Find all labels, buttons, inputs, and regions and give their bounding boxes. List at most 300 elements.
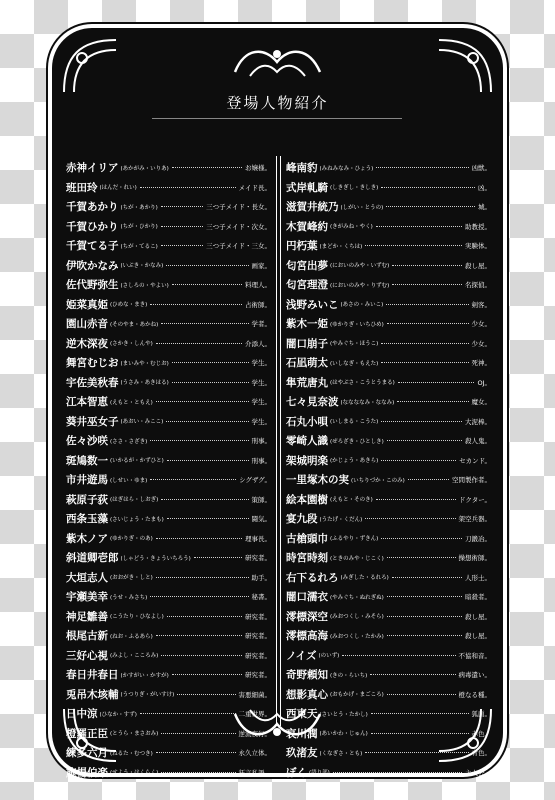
character-entry [286, 275, 491, 295]
leader-dots [392, 265, 462, 266]
leader-dots [172, 674, 242, 675]
leader-dots [194, 557, 242, 558]
character-name: 大垣志人 [66, 571, 108, 584]
character-role: シグザグ。 [239, 476, 271, 485]
character-name: 園山赤音 [66, 318, 108, 331]
leader-dots [365, 518, 455, 519]
character-name: 石丸小唄 [286, 415, 328, 428]
leader-dots [161, 655, 242, 656]
leader-dots [387, 596, 462, 597]
character-reading: (みぎした・るれろ) [340, 575, 389, 582]
character-entry [286, 431, 491, 451]
leader-dots [167, 518, 249, 519]
character-entry [286, 490, 491, 510]
character-role: 城。 [478, 203, 491, 212]
character-name: 姫菜真姫 [66, 298, 108, 311]
character-role: 大泥棒。 [465, 417, 491, 426]
character-role: 学生。 [251, 359, 271, 368]
character-role: OJ。 [477, 378, 491, 387]
character-name: 澪標深空 [286, 610, 328, 623]
character-reading: (うせ・みさち) [110, 594, 148, 601]
character-name: 式岸軋騎 [286, 181, 328, 194]
character-role: 理事長。 [245, 534, 271, 543]
character-name: 闇口崩子 [286, 337, 328, 350]
character-role: 死神。 [471, 359, 491, 368]
character-entry [286, 178, 491, 198]
leader-dots [161, 226, 203, 227]
leader-dots [161, 245, 203, 246]
top-flourish-ornament [230, 42, 325, 82]
character-reading: (さかき・しんや) [110, 341, 153, 348]
character-role: 不協和音。 [458, 651, 491, 660]
character-entry [66, 548, 271, 568]
character-role: 人形士。 [465, 573, 491, 582]
character-entry [286, 470, 491, 490]
character-reading: (やみぐち・ぬれぎぬ) [330, 594, 384, 601]
character-name: 哀川潤 [286, 727, 318, 740]
leader-dots [392, 577, 462, 578]
character-role: メイド長。 [238, 183, 271, 192]
character-entry [66, 587, 271, 607]
character-reading: (うつりぎ・がいすけ) [120, 692, 175, 699]
character-role: 研究者。 [245, 554, 271, 563]
character-reading: (ねお・ふるあら) [110, 633, 153, 640]
character-name: 橙羅正臣 [66, 727, 108, 740]
character-entry [286, 626, 491, 646]
character-entry [66, 451, 271, 471]
character-role: 架空兵器。 [458, 515, 491, 524]
character-reading: (ゆかりぎ・いちひめ) [330, 321, 384, 328]
character-name: 班田玲 [66, 181, 98, 194]
leader-dots [365, 245, 462, 246]
character-role: 橙なる種。 [458, 690, 491, 699]
character-list-panel [52, 28, 503, 779]
character-role: 研究者。 [245, 671, 271, 680]
character-entry [66, 509, 271, 529]
character-role: 秘書。 [251, 593, 271, 602]
character-name: 架城明楽 [286, 454, 328, 467]
character-role: 赤色。 [471, 729, 491, 738]
leader-dots [371, 713, 469, 714]
character-entry [66, 470, 271, 490]
leader-dots [342, 655, 455, 656]
character-entry [286, 217, 491, 237]
character-name: 千賀ひかり [66, 220, 119, 233]
leader-dots [381, 362, 468, 363]
character-entry [286, 295, 491, 315]
leader-dots [381, 538, 462, 539]
leader-dots [150, 304, 242, 305]
left-character-column [66, 158, 271, 782]
character-role: 三つ子メイド・三女。 [206, 242, 271, 251]
character-reading: (いぶき・かなみ) [120, 263, 164, 270]
character-reading: (まいみや・むじお) [120, 360, 169, 367]
bottom-flourish-ornament [230, 704, 325, 744]
leader-dots [387, 323, 469, 324]
leader-dots [172, 362, 249, 363]
character-role: お嬢様。 [245, 164, 271, 173]
character-role: 研究者。 [245, 632, 271, 641]
character-role: 三つ子メイド・長女。 [206, 203, 271, 212]
leader-dots [161, 323, 248, 324]
leader-dots [408, 479, 449, 480]
leader-dots [166, 421, 248, 422]
character-reading: (うたげ・くだん) [319, 516, 363, 523]
character-reading: (においのみや・りずむ) [330, 282, 390, 289]
character-name: 萩原子荻 [66, 493, 108, 506]
character-name: 宴九段 [286, 513, 318, 526]
leader-dots [381, 460, 456, 461]
character-name: 斜道卿壱郎 [66, 552, 119, 565]
character-reading: (しせい・ゆま) [110, 477, 148, 484]
character-role: 少女。 [471, 339, 491, 348]
character-role: 刑事。 [251, 437, 271, 446]
character-role: 凶獣。 [471, 164, 491, 173]
character-reading: (ちが・てるこ) [120, 243, 158, 250]
leader-dots [387, 557, 456, 558]
character-entry [286, 334, 491, 354]
character-name: 斑鳩数一 [66, 454, 108, 467]
leader-dots [376, 167, 468, 168]
character-role: 殺し屋。 [465, 612, 491, 621]
leader-dots [156, 538, 242, 539]
character-reading: (ひなか・すず) [99, 711, 137, 718]
character-name: 宇佐美秋春 [66, 376, 119, 389]
character-entry [286, 451, 491, 471]
leader-dots [150, 596, 248, 597]
character-reading: (まどか・くちは) [319, 243, 363, 250]
character-entry [66, 217, 271, 237]
character-name: ノイズ [286, 649, 317, 662]
character-entry [286, 314, 491, 334]
character-reading: (そのやま・あかね) [110, 321, 159, 328]
character-role: 殺人鬼。 [465, 437, 491, 446]
character-name: 佐々沙咲 [66, 435, 108, 448]
column-divider [276, 156, 281, 726]
character-reading: (さいとう・たかし) [319, 711, 368, 718]
character-name: 三好心視 [66, 649, 108, 662]
character-reading: (いしまる・こうた) [330, 419, 379, 426]
character-role: ドクター。 [459, 495, 491, 504]
leader-dots [397, 401, 468, 402]
character-name: 江本智恵 [66, 396, 108, 409]
leader-dots [156, 752, 236, 753]
character-reading: (ぜろざき・ひとしき) [330, 438, 384, 445]
character-entry [286, 256, 491, 276]
character-role: 刀鍛冶。 [465, 534, 491, 543]
character-reading: (はぎはら・しおぎ) [110, 497, 159, 504]
character-name: 佐代野弥生 [66, 279, 119, 292]
leader-dots [156, 343, 242, 344]
leader-dots [140, 187, 236, 188]
character-entry [66, 256, 271, 276]
leader-dots [156, 577, 249, 578]
character-entry [286, 392, 491, 412]
character-reading: (あかがみ・いりあ) [120, 165, 169, 172]
character-entry [66, 178, 271, 198]
character-entry [286, 665, 491, 685]
character-role: 害悪細菌。 [238, 690, 271, 699]
character-role: 占術師。 [245, 300, 271, 309]
character-role: 二重世界。 [238, 710, 271, 719]
character-role: 学生。 [251, 417, 271, 426]
character-name: 施楊伯楽 [66, 766, 108, 779]
character-reading: (こうたり・ひなよし) [110, 614, 164, 621]
leader-dots [398, 382, 475, 383]
leader-dots [370, 674, 455, 675]
character-reading: (ささ・さざき) [110, 438, 148, 445]
character-name: 匂宮出夢 [286, 259, 328, 272]
leader-dots [376, 226, 462, 227]
character-role: 闘気。 [251, 515, 271, 524]
character-entry [286, 607, 491, 627]
character-role: 研究者。 [245, 651, 271, 660]
character-reading: (うさみ・あきはる) [120, 380, 169, 387]
character-role: 病毒遣い。 [458, 671, 491, 680]
character-entry [286, 197, 491, 217]
character-reading: (かすがい・かすが) [120, 672, 169, 679]
character-name: 西条玉藻 [66, 513, 108, 526]
character-role: 学生。 [251, 398, 271, 407]
character-reading: (きの・らいち) [330, 672, 368, 679]
leader-dots [167, 616, 242, 617]
character-role: 凶。 [478, 183, 491, 192]
character-entry [286, 685, 491, 705]
character-entry [66, 158, 271, 178]
character-entry [66, 626, 271, 646]
character-role: 少女。 [471, 320, 491, 329]
character-reading: (しゃどう・きょういちろう) [120, 555, 191, 562]
character-entry [286, 646, 491, 666]
character-role: 実験体。 [465, 242, 491, 251]
character-role: 介添人。 [245, 339, 271, 348]
character-role: 殺し屋。 [465, 632, 491, 641]
leader-dots [381, 187, 475, 188]
leader-dots [150, 440, 248, 441]
character-entry [66, 431, 271, 451]
leader-dots [161, 499, 248, 500]
character-role: 助教授。 [465, 222, 491, 231]
character-name: 春日井春日 [66, 669, 119, 682]
character-reading: (えもと・ともえ) [110, 399, 153, 406]
leader-dots [386, 206, 475, 207]
character-name: 木賀峰約 [286, 220, 328, 233]
character-name: 千賀てる子 [66, 240, 119, 253]
leader-dots [392, 284, 462, 285]
character-reading: (さしろの・やよい) [120, 282, 169, 289]
character-name: 伊吹かなみ [66, 259, 119, 272]
character-reading: (みねみなみ・ひょう) [319, 165, 374, 172]
character-name: 想影真心 [286, 688, 328, 701]
character-entry [66, 743, 271, 763]
leader-dots [161, 772, 235, 773]
character-role: 三つ子メイド・次女。 [206, 222, 271, 231]
leader-dots [156, 635, 242, 636]
character-entry [66, 334, 271, 354]
character-name: 絵本園樹 [286, 493, 328, 506]
character-reading: (ななななみ・ななみ) [340, 399, 395, 406]
character-role: 研究者。 [245, 612, 271, 621]
character-entry [286, 412, 491, 432]
character-name: 宇瀬美幸 [66, 591, 108, 604]
character-entry [66, 607, 271, 627]
character-name: ぼく [286, 766, 307, 779]
character-entry [66, 685, 271, 705]
character-name: 闇口濡衣 [286, 591, 328, 604]
leader-dots [172, 167, 242, 168]
leader-dots [167, 460, 249, 461]
character-name: 浅野みいこ [286, 298, 339, 311]
character-entry [66, 412, 271, 432]
character-name: 市井遊馬 [66, 474, 108, 487]
character-role: 殺し屋。 [465, 261, 491, 270]
character-name: 玖渚友 [286, 747, 318, 760]
character-entry [66, 236, 271, 256]
character-entry [286, 158, 491, 178]
character-role: 画家。 [251, 261, 271, 270]
character-name: 逆木深夜 [66, 337, 108, 350]
character-name: 西東天 [286, 708, 318, 721]
character-reading: (くなぎさ・とも) [319, 750, 363, 757]
character-entry [66, 568, 271, 588]
leader-dots [172, 382, 249, 383]
character-entry [286, 743, 491, 763]
character-name: 日中涼 [66, 708, 98, 721]
character-reading: (においのみや・いずむ) [330, 263, 390, 270]
character-name: 円朽葉 [286, 240, 318, 253]
corner-scroll-ornament [60, 36, 120, 96]
leader-dots [371, 733, 469, 734]
leader-dots [387, 440, 462, 441]
character-role: 魔女。 [471, 398, 491, 407]
character-reading: (さいじょう・たまも) [110, 516, 164, 523]
character-reading: (みよし・こころみ) [110, 653, 159, 660]
leader-dots [387, 635, 462, 636]
leader-dots [381, 343, 468, 344]
leader-dots [150, 479, 236, 480]
character-entry [286, 548, 491, 568]
character-name: 隼荒唐丸 [286, 376, 328, 389]
leader-dots [386, 304, 468, 305]
character-reading: (あおい・みここ) [120, 419, 164, 426]
character-role: 狂言私語。 [238, 768, 271, 777]
character-name: 零崎人識 [286, 435, 328, 448]
character-entry [66, 373, 271, 393]
character-reading: (のいず) [318, 653, 340, 660]
character-entry [66, 490, 271, 510]
leader-dots [387, 694, 456, 695]
character-name: 神足雛善 [66, 610, 108, 623]
character-reading: (かじょう・あきら) [330, 458, 379, 465]
leader-dots [387, 616, 462, 617]
character-entry [66, 529, 271, 549]
character-reading: (おもかげ・まごころ) [330, 692, 384, 699]
character-reading: (ふるやり・ずきん) [330, 536, 379, 543]
character-name: 舞宮むじお [66, 357, 119, 370]
character-reading: (はんだ・れい) [99, 185, 137, 192]
character-reading: (ねるた・むつき) [110, 750, 153, 757]
character-role: 逆流夜行。 [238, 729, 271, 738]
leader-dots [376, 499, 456, 500]
character-reading: (しきぎし・きしき) [330, 185, 379, 192]
page-title: 登場人物紹介 [226, 94, 329, 112]
character-name: 澪標高海 [286, 630, 328, 643]
character-name: 七々見奈波 [286, 396, 339, 409]
leader-dots [177, 694, 235, 695]
character-role: 名探偵。 [465, 281, 491, 290]
character-name: 赤神イリア [66, 162, 119, 175]
character-reading: (ちが・ひかり) [120, 224, 158, 231]
leader-dots [156, 401, 249, 402]
character-reading: (とうら・まさおみ) [110, 731, 159, 738]
leader-dots [381, 421, 462, 422]
character-name: 紫木ノア [66, 532, 108, 545]
character-entry [286, 509, 491, 529]
character-entry [66, 392, 271, 412]
character-name: 時宮時刻 [286, 552, 328, 565]
character-name: 石凪萌太 [286, 357, 328, 370]
character-reading: (いちりづか・このみ) [351, 477, 405, 484]
character-reading: (はやぶさ・こうとうまる) [330, 380, 395, 387]
character-role: 助手。 [251, 573, 271, 582]
character-reading: (せよう・はくらく) [110, 770, 159, 777]
character-entry [66, 314, 271, 334]
character-reading: (ゆかりぎ・のあ) [110, 536, 153, 543]
character-reading: (あいかわ・じゅん) [319, 731, 368, 738]
character-name: 滋賀井統乃 [286, 201, 339, 214]
character-entry [66, 763, 271, 783]
character-reading: (みおつくし・たかみ) [330, 633, 384, 640]
character-name: 葵井巫女子 [66, 415, 119, 428]
character-role: 狐面。 [471, 710, 491, 719]
title-underline [152, 118, 402, 119]
character-role: 剣客。 [471, 300, 491, 309]
character-role: 刑事。 [251, 456, 271, 465]
character-role: 策師。 [251, 495, 271, 504]
leader-dots [333, 772, 462, 773]
character-reading: (きがみね・やく) [330, 224, 373, 231]
character-reading: (やみぐち・ほうこ) [330, 341, 379, 348]
character-role: 青色。 [471, 749, 491, 758]
leader-dots [365, 752, 468, 753]
character-name: 千賀あかり [66, 201, 119, 214]
character-name: 練多六月 [66, 747, 108, 760]
character-entry [286, 529, 491, 549]
character-entry [66, 295, 271, 315]
character-reading: (ときのみや・じこく) [330, 555, 384, 562]
character-entry [66, 646, 271, 666]
character-role: 暗殺者。 [465, 593, 491, 602]
character-role: 永久立体。 [238, 749, 271, 758]
character-entry [286, 236, 491, 256]
leader-dots [140, 713, 236, 714]
character-name: 根尾古新 [66, 630, 108, 643]
character-name: 古槍頭巾 [286, 532, 328, 545]
character-role: セカンド。 [459, 456, 491, 465]
character-role: 学生。 [251, 378, 271, 387]
character-entry [286, 373, 491, 393]
character-entry [286, 763, 491, 783]
character-name: 紫木一姫 [286, 318, 328, 331]
character-name: 峰南豹 [286, 162, 318, 175]
leader-dots [172, 284, 242, 285]
character-name: 奇野頼知 [286, 669, 328, 682]
character-reading: (みおつくし・みそら) [330, 614, 384, 621]
character-entry [286, 587, 491, 607]
character-role: 空間製作者。 [452, 476, 491, 485]
corner-scroll-ornament [435, 36, 495, 96]
character-name: 一里塚木の実 [286, 474, 349, 487]
